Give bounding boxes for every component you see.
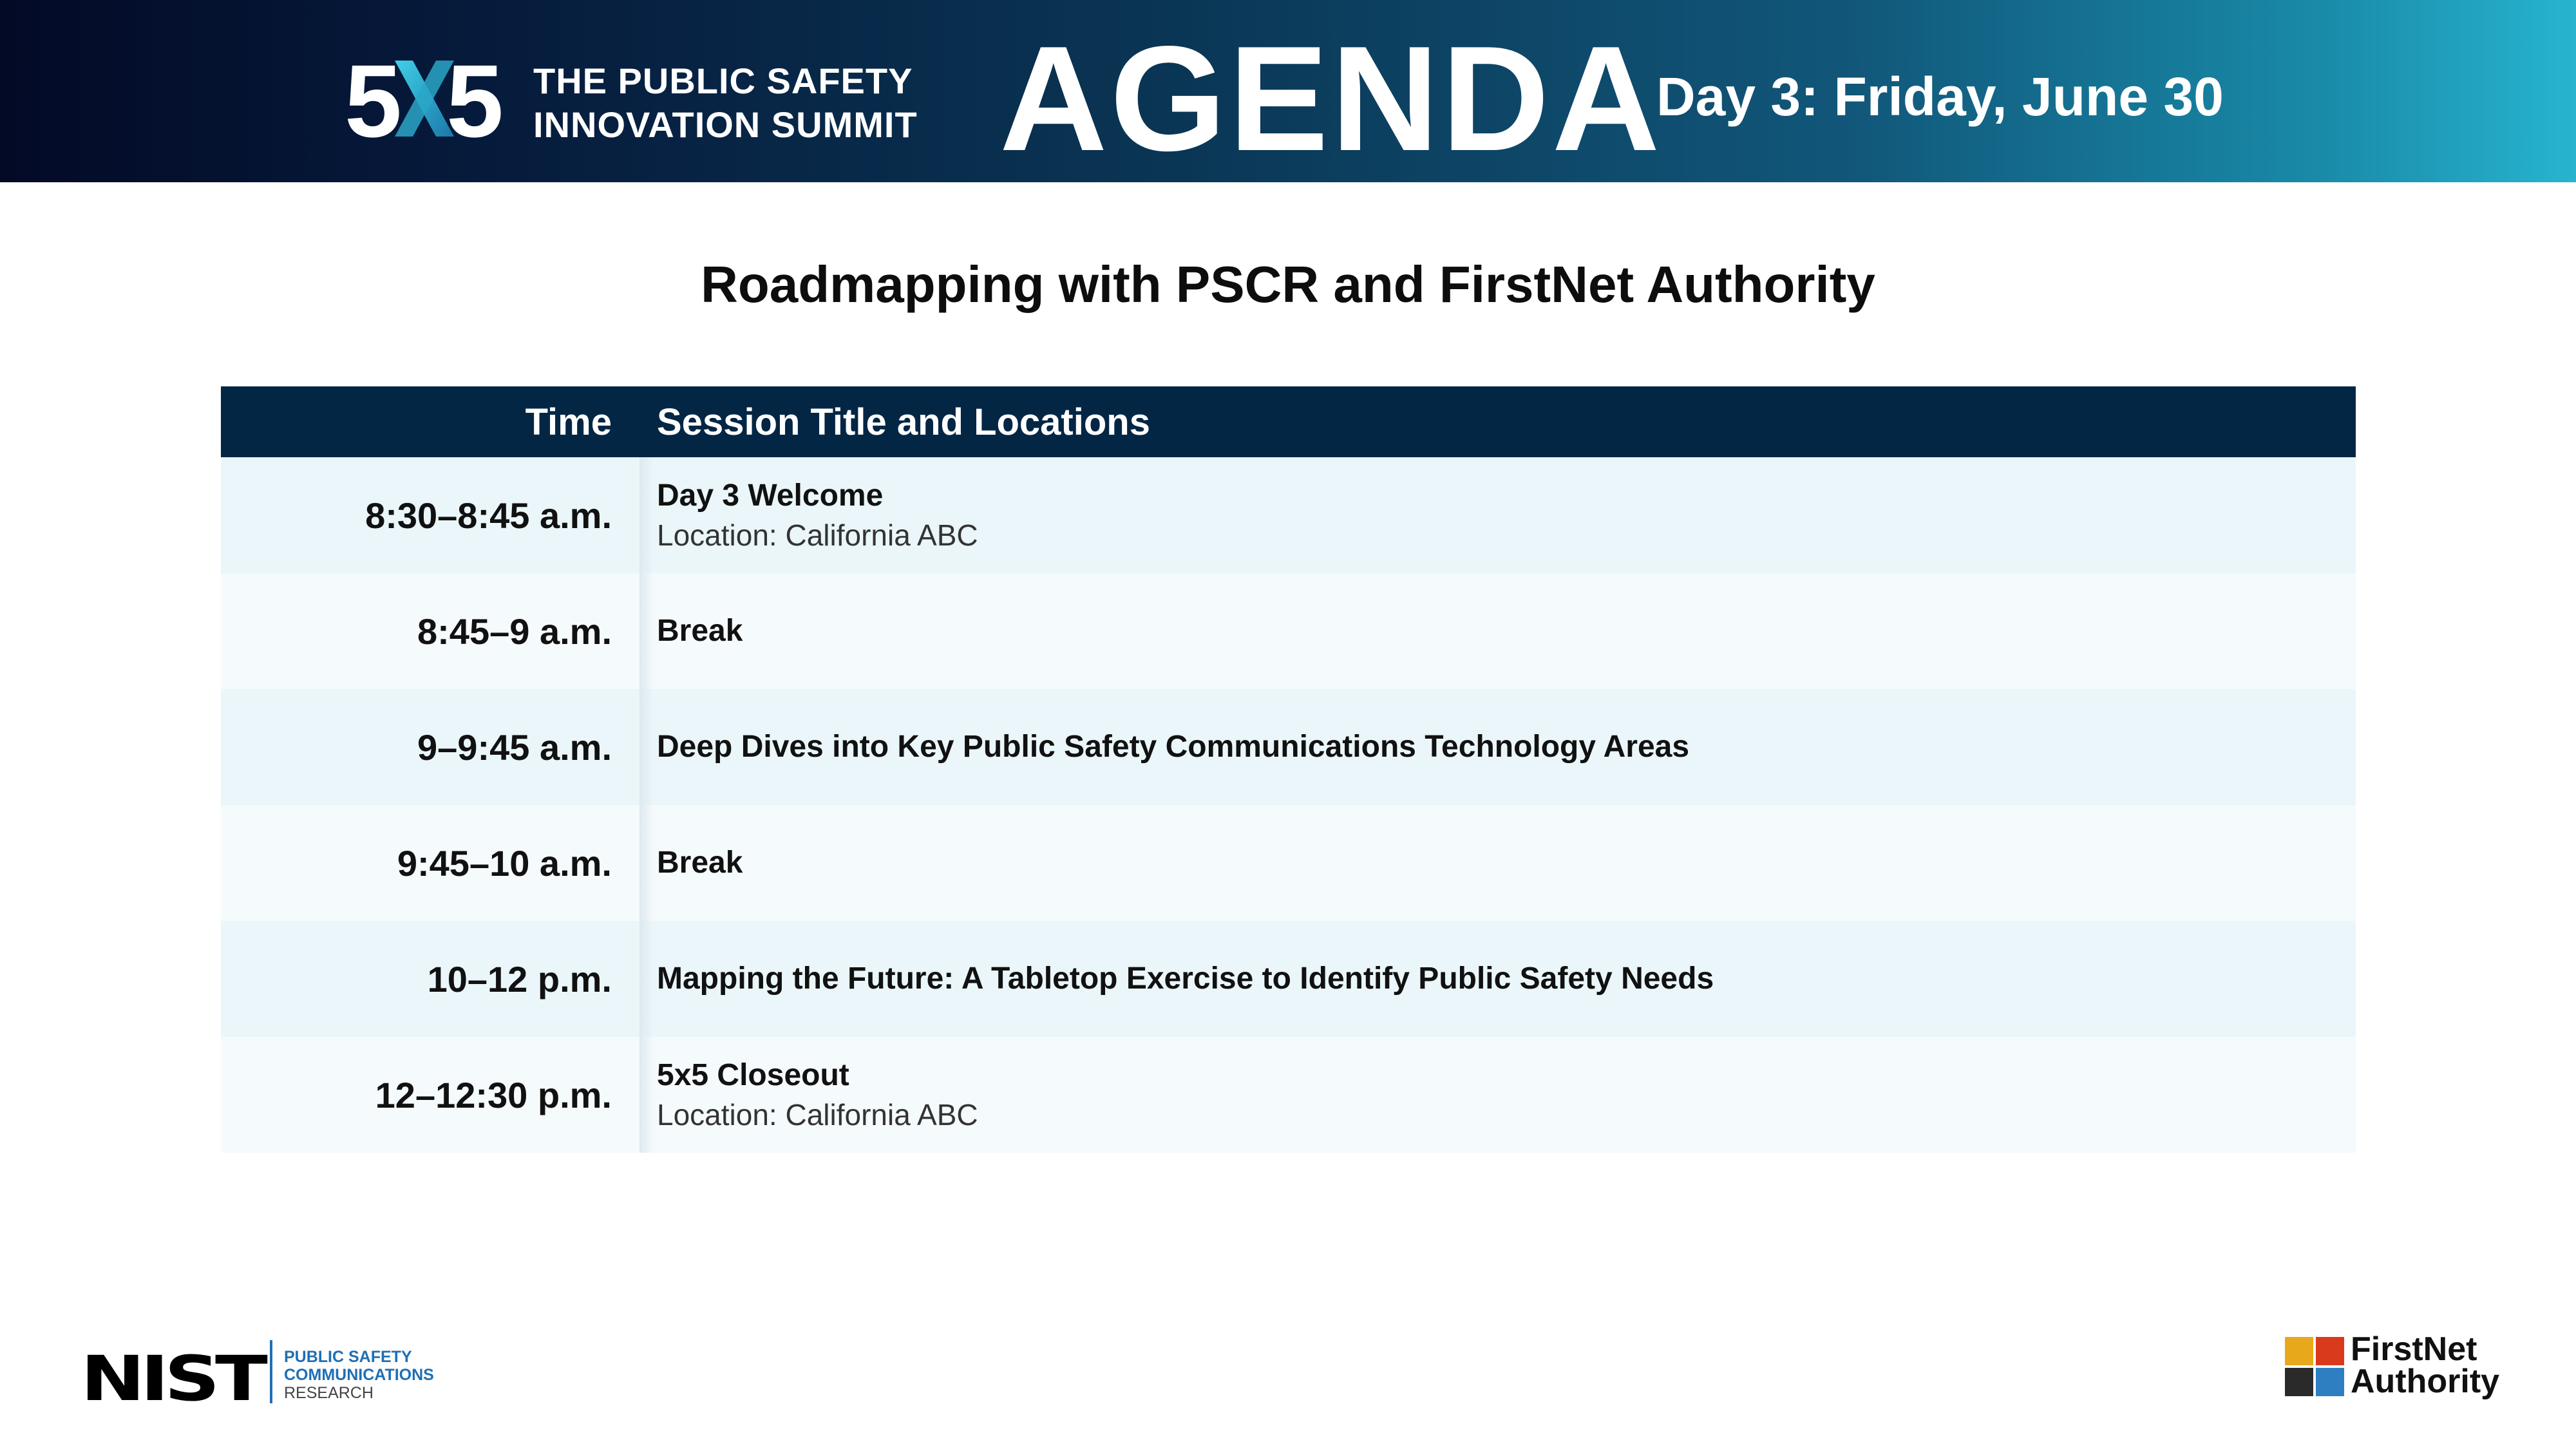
firstnet-authority-logo [2285, 1331, 2500, 1401]
pscr-line-1: PUBLIC SAFETY [284, 1348, 412, 1366]
row-session [612, 611, 743, 651]
pscr-wordmark [284, 1348, 434, 1402]
session-title: Mapping the Future: A Tabletop Exercise to Identify Public Safety Needs [657, 961, 1714, 996]
column-divider [639, 573, 654, 689]
session-location: Location: California ABC [657, 1098, 978, 1132]
svg-text:5: 5 [446, 46, 504, 149]
firstnet-wordmark [2351, 1331, 2500, 1400]
day-label: Day 3: Friday, June 30 [1656, 66, 2224, 127]
session-title: Day 3 Welcome [657, 478, 884, 513]
emblem-quadrant [2316, 1337, 2344, 1365]
firstnet-line-2: Authority [2351, 1363, 2500, 1400]
session-title: Deep Dives into Key Public Safety Communications Technology Areas [657, 730, 1690, 764]
emblem-quadrant [2285, 1368, 2313, 1396]
row-time: 12–12:30 p.m. [375, 1074, 612, 1115]
nist-pscr-logo [80, 1336, 448, 1415]
column-divider [639, 689, 654, 805]
row-time: 10–12 p.m. [427, 958, 612, 999]
row-time: 8:30–8:45 a.m. [365, 495, 612, 536]
session-title: Break [657, 614, 743, 648]
summit-name-line-2: INNOVATION SUMMIT [533, 104, 918, 145]
summit-name [533, 59, 918, 147]
time-column-header: Time [525, 401, 612, 443]
session-title: 5x5 Closeout [657, 1058, 849, 1092]
column-divider [639, 921, 654, 1037]
session-column-header: Session Title and Locations [657, 401, 1150, 443]
firstnet-line-1: FirstNet [2351, 1331, 2477, 1368]
emblem-quadrant [2316, 1368, 2344, 1396]
row-session [612, 727, 1689, 767]
table-row [221, 689, 2356, 805]
emblem-quadrant [2285, 1337, 2313, 1365]
pscr-line-2: COMMUNICATIONS [284, 1366, 434, 1384]
agenda-title: AGENDA [999, 15, 1663, 182]
table-row [221, 805, 2356, 921]
nist-wordmark: NIST [80, 1343, 263, 1415]
svg-text:5: 5 [345, 46, 402, 149]
table-row [221, 573, 2356, 689]
table-row [221, 1037, 2356, 1153]
summit-name-line-1: THE PUBLIC SAFETY [533, 61, 913, 101]
row-time: 9–9:45 a.m. [417, 726, 612, 768]
session-location: Location: California ABC [657, 518, 978, 552]
5x5-logo [345, 46, 506, 149]
column-divider [639, 1037, 654, 1153]
row-time: 9:45–10 a.m. [397, 842, 612, 884]
agenda-table [221, 386, 2356, 1153]
session-title: Break [657, 846, 743, 880]
row-session [612, 1056, 978, 1134]
firstnet-emblem-icon [2285, 1337, 2344, 1396]
column-divider [639, 457, 654, 573]
row-session [612, 843, 743, 883]
pscr-line-3: RESEARCH [284, 1384, 374, 1402]
logo-divider [270, 1340, 272, 1403]
row-time: 8:45–9 a.m. [417, 611, 612, 652]
table-header-row [221, 386, 2356, 457]
page-heading: Roadmapping with PSCR and FirstNet Authority [701, 256, 1875, 313]
header-banner [0, 0, 2576, 182]
table-row [221, 457, 2356, 573]
column-divider [639, 805, 654, 921]
row-session [612, 476, 978, 554]
row-session [612, 959, 1714, 999]
table-row [221, 921, 2356, 1037]
